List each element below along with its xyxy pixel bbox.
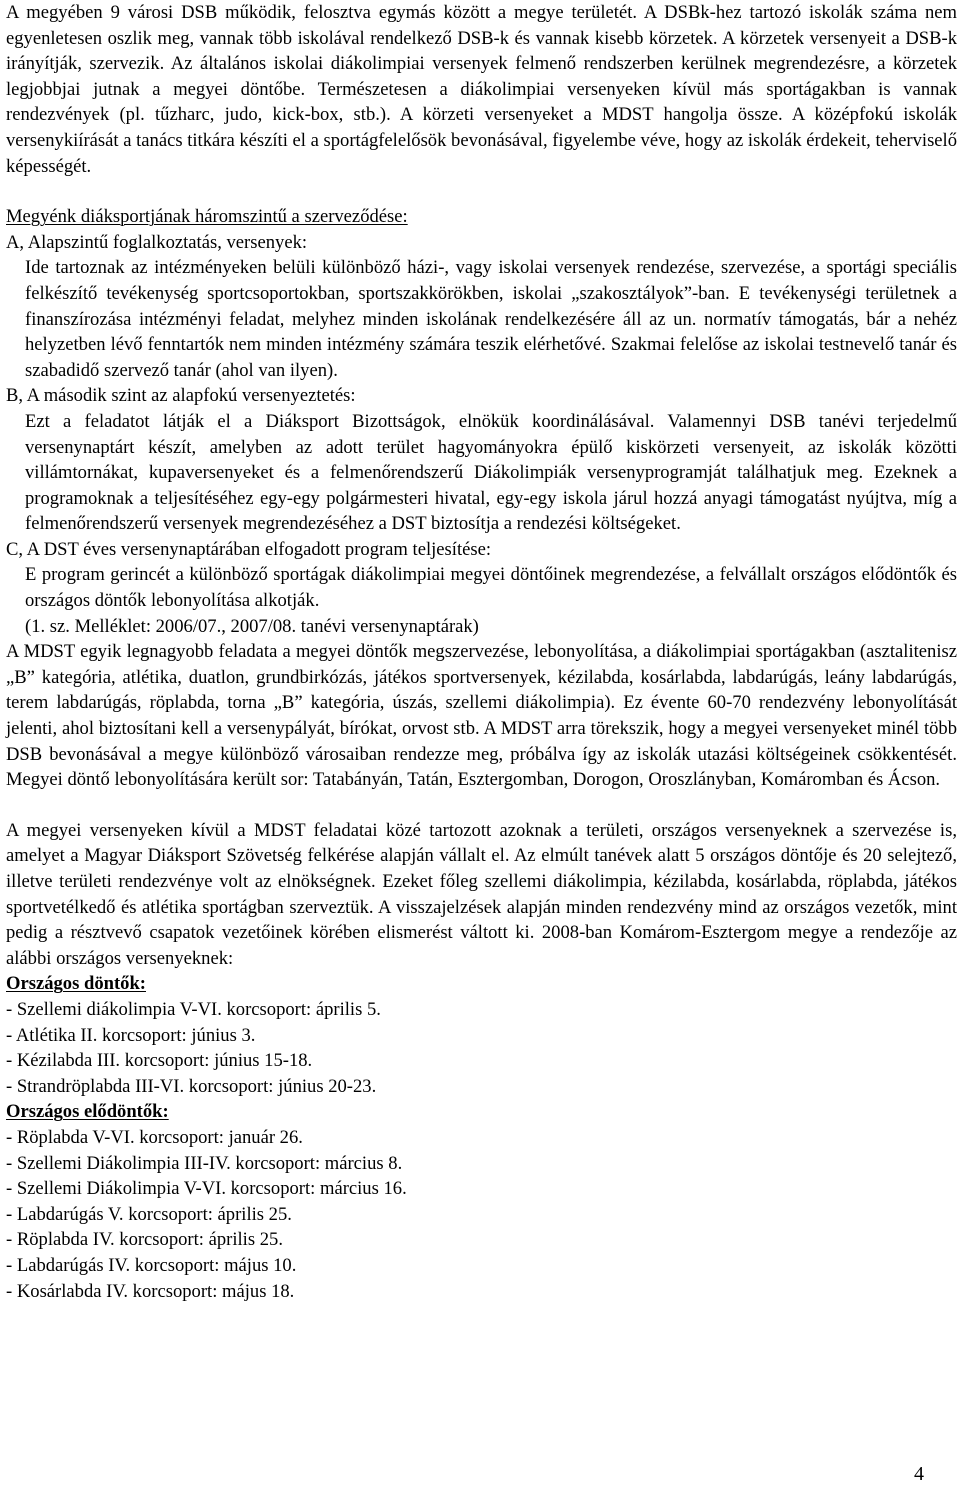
national-semifinals-list bbox=[6, 1125, 957, 1304]
national-paragraph: A megyei versenyeken kívül a MDST feladatai közé tartozott azoknak a területi, országos versenyeknek a szervezése is, amelyet a Magyar Diáksport Szövetség felkérése alapján vállalt el. Az elmúlt tanévek alatt 5 országos döntője és 20 selejtező, illetve területi rendezvénye volt az elnökségnek. Ezeket főleg szellemi diákolimpia, kézilabda, kosárlabda, röplabda, játékos sportvetélkedő és atlétika sportágban szerveztük. A visszajelzések alapján minden rendezvény mind az országos vezetők, mint pedig a résztvevő csapatok vezetőinek körében elismerést váltott ki. 2008-ban Komárom-Esztergom megye a rendezője az alábbi országos versenyeknek: bbox=[6, 819, 957, 969]
level-b-body: Ezt a feladatot látják el a Diáksport Bizottságok, elnökük koordinálásával. Valamennyi DSB tanévi terjedelmű versenynaptárt készít, amelyben az adott terület hagyományokra épülő kiskörzeti versenyeit, az iskolák közötti villámtornákat, kupaversenyeket és a felmenőrendszerű Diákolimpiák versenyprogramját találhatjuk meg. Ezeknek a programoknak a teljesítéséhez egy-egy polgármesteri hivatal, egy-egy iskola járul hozzá anyagi támogatást nyújtva, míg a felmenőrendszerű versenyek megrendezéséhez a DST biztosítja a rendezési költségeket. bbox=[25, 410, 957, 535]
list-item: - Szellemi diákolimpia V-VI. korcsoport: április 5. bbox=[6, 998, 381, 1020]
list-item: - Röplabda IV. korcsoport: április 25. bbox=[6, 1229, 283, 1251]
list-item: - Atlétika II. korcsoport: június 3. bbox=[6, 1024, 256, 1046]
list-item: - Szellemi Diákolimpia III-IV. korcsoport: március 8. bbox=[6, 1152, 403, 1174]
level-c-body: E program gerincét a különböző sportágak diákolimpiai megyei döntőinek megrendezése, a felvállalt országos elődöntők és országos döntők lebonyolítása alkotják. bbox=[25, 564, 957, 612]
paragraph-gap bbox=[6, 793, 957, 818]
list-item: - Labdarúgás IV. korcsoport: május 10. bbox=[6, 1254, 297, 1276]
level-b-title: B, A második szint az alapfokú versenyeztetés: bbox=[6, 385, 356, 407]
level-a-body: Ide tartoznak az intézményeken belüli különböző házi-, vagy iskolai versenyek rendezése, szervezése, a sportági speciális felkészítő tevékenység sportcsoportokban, sportszakkörökben, iskolai „szakosztályok”-ban. E tevékenységi területnek a finanszírozása intézményi feladat, melyhez minden iskolának rendelkezésére áll az un. normatív támogatás, bár a nehéz helyzetben lévő fenntartók nem minden intézmény számára teszik elérhetővé. Szakmai felelőse az iskolai testnevelő tanár és szabadidő szervező tanár (ahol van ilyen). bbox=[25, 257, 957, 381]
national-finals-list bbox=[6, 997, 957, 1099]
paragraph-gap bbox=[6, 179, 957, 204]
list-item: - Kézilabda III. korcsoport: június 15-18. bbox=[6, 1050, 313, 1072]
national-semifinals-heading: Országos elődöntők: bbox=[6, 1101, 169, 1123]
mdst-paragraph: A MDST egyik legnagyobb feladata a megyei döntők megszervezése, lebonyolítása, a diákolimpiai sportágakban (asztalitenisz „B” kategória, atlétika, duatlon, grundbirkózás, játékos sportversenyek, kézilabda, kosárlabda, labdarúgás, leány labdarúgás, terem labdarúgás, röplabda, torna „B” kategória, úszás, szellemi diákolimpia). Ez évente 60-70 rendezvény lebonyolítását jelenti, ahol biztosítani kell a versenypályát, bírókat, orvost stb. A MDST arra törekszik, hogy a megyei versenyeket minél több DSB bevonásával a megye különböző városaiban rendezze meg, próbálva így az iskolák utazási költségeinek csökkentését. Megyei döntő lebonyolítására került sor: Tatabányán, Tatán, Esztergomban, Dorogon, Oroszlányban, Komáromban és Ácson. bbox=[6, 641, 957, 791]
structure-heading: Megyénk diáksportjának háromszintű a szerveződése: bbox=[6, 206, 408, 228]
intro-paragraph: A megyében 9 városi DSB működik, felosztva egymás között a megye területét. A DSBk-hez tartozó iskolák száma nem egyenletesen oszlik meg, vannak több iskolával rendelkező DSB-k és vannak kisebb körzetek. A körzetek versenyeit a DSB-k irányítják, szervezik. Az általános iskolai diákolimpiai versenyek felmenő rendszerben kerülnek megrendezésre, a körzetek legjobbjai jutnak a megyei döntőbe. Természetesen a diákolimpiai versenyeken kívül más sportágakban is vannak rendezvények (pl. tűzharc, judo, kick-box, stb.). A körzeti versenyeket a MDST hangolja össze. A középfokú iskolák versenykiírását a tanács titkára készíti el a sportágfelelősök bevonásával, figyelembe véve, hogy az iskolák érdekeit, teherviselő képességét. bbox=[6, 2, 958, 177]
list-item: - Kosárlabda IV. korcsoport: május 18. bbox=[6, 1280, 295, 1302]
list-item: - Labdarúgás V. korcsoport: április 25. bbox=[6, 1203, 292, 1225]
level-a-title: A, Alapszintű foglalkoztatás, versenyek: bbox=[6, 231, 308, 253]
list-item: - Szellemi Diákolimpia V-VI. korcsoport: március 16. bbox=[6, 1178, 407, 1200]
document-page bbox=[6, 0, 957, 1304]
list-item: - Strandröplabda III-VI. korcsoport: június 20-23. bbox=[6, 1075, 377, 1097]
level-c-note: (1. sz. Melléklet: 2006/07., 2007/08. tanévi versenynaptárak) bbox=[25, 615, 479, 637]
page-number: 4 bbox=[914, 1463, 924, 1485]
level-c-title: C, A DST éves versenynaptárában elfogadott program teljesítése: bbox=[6, 538, 492, 560]
national-finals-heading: Országos döntők: bbox=[6, 973, 146, 995]
list-item: - Röplabda V-VI. korcsoport: január 26. bbox=[6, 1126, 303, 1148]
